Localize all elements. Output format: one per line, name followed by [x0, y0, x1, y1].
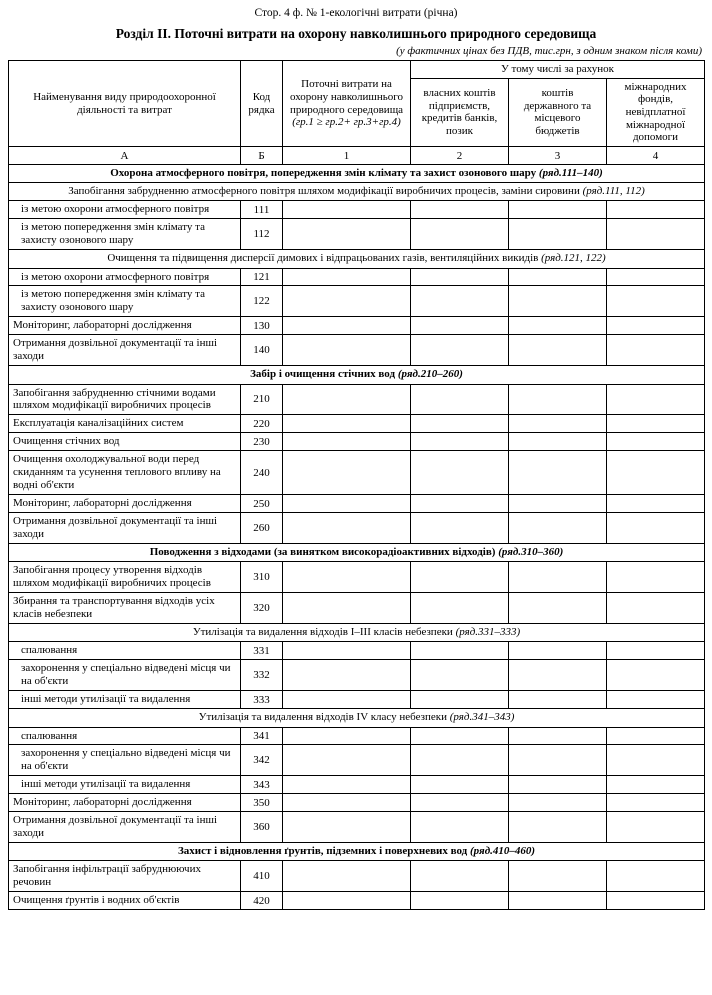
cell-intl[interactable]: [607, 562, 705, 593]
colnum-1: 1: [283, 147, 411, 165]
row-code: 220: [241, 415, 283, 433]
cell-intl[interactable]: [607, 286, 705, 317]
cell-budget[interactable]: [509, 513, 607, 544]
table-row: [9, 317, 705, 335]
label-text: Поводження з відходами (за винятком високорадіоактивних відходів): [149, 546, 496, 559]
cell-budget[interactable]: [509, 727, 607, 745]
cell-budget[interactable]: [509, 317, 607, 335]
row-range: (ряд.111, 112): [582, 185, 645, 198]
label-text: Утилізація та видалення відходів IV класу небезпеки: [198, 711, 447, 724]
cell-total[interactable]: [283, 776, 411, 794]
cell-own[interactable]: [411, 451, 509, 495]
table-row: [9, 727, 705, 745]
cell-total[interactable]: [283, 562, 411, 593]
cell-intl[interactable]: [607, 433, 705, 451]
cell-own[interactable]: [411, 219, 509, 250]
cell-total[interactable]: [283, 727, 411, 745]
row-label: Запобігання забрудненню стічними водами шляхом модифікації виробничих процесів: [9, 384, 241, 415]
cell-own[interactable]: [411, 861, 509, 892]
cell-own[interactable]: [411, 691, 509, 709]
colnum-b: Б: [241, 147, 283, 165]
cell-intl[interactable]: [607, 892, 705, 910]
cell-own[interactable]: [411, 317, 509, 335]
cell-intl[interactable]: [607, 268, 705, 286]
cell-total[interactable]: [283, 861, 411, 892]
table-row: [9, 286, 705, 317]
subsection-label: [9, 250, 705, 268]
page-header: Стор. 4 ф. № 1-екологічні витрати (річна): [254, 7, 458, 19]
section-label: [9, 544, 705, 562]
header-own: власних коштів підприємств, кредитів банків, позик: [411, 78, 509, 146]
header-code: Код рядка: [241, 61, 283, 147]
cell-intl[interactable]: [607, 219, 705, 250]
colnum-2: 2: [411, 147, 509, 165]
table-row: [9, 776, 705, 794]
cell-budget[interactable]: [509, 745, 607, 776]
row-label: Збирання та транспортування відходів усіх класів небезпеки: [9, 593, 241, 624]
row-label: інші методи утилізації та видалення: [9, 776, 241, 794]
cell-total[interactable]: [283, 660, 411, 691]
table-row: [9, 691, 705, 709]
row-label: із метою попередження змін клімату та захисту озонового шару: [9, 286, 241, 317]
row-code: 310: [241, 562, 283, 593]
header-total-formula: (гр.1 ≥ гр.2+ гр.3+гр.4): [292, 116, 401, 129]
cell-total[interactable]: [283, 642, 411, 660]
row-label: Очищення ґрунтів і водних об'єктів: [9, 892, 241, 910]
cell-budget[interactable]: [509, 776, 607, 794]
header-total-text: Поточні витрати на охорону навколишнього природного середовища: [289, 78, 404, 116]
subsection-label: [9, 624, 705, 642]
cell-total[interactable]: [283, 384, 411, 415]
cell-total[interactable]: [283, 812, 411, 843]
row-range: (ряд.331–333): [455, 626, 521, 639]
table-header-row: [9, 61, 705, 79]
header-intl: міжнародних фондів, невідплатної міжнародної допомоги: [607, 78, 705, 146]
row-range: (ряд.341–343): [449, 711, 515, 724]
cell-intl[interactable]: [607, 660, 705, 691]
row-label: Моніторинг, лабораторні дослідження: [9, 317, 241, 335]
table-row: [9, 892, 705, 910]
label-text: Забір і очищення стічних вод: [250, 368, 396, 381]
table-head: [9, 61, 705, 165]
table-row: [9, 219, 705, 250]
cell-intl[interactable]: [607, 794, 705, 812]
section-row: [9, 366, 705, 384]
cell-budget[interactable]: [509, 642, 607, 660]
cell-total[interactable]: [283, 335, 411, 366]
cell-intl[interactable]: [607, 691, 705, 709]
cell-total[interactable]: [283, 415, 411, 433]
section-row: [9, 544, 705, 562]
label-text: Запобігання забрудненню атмосферного повітря шляхом модифікації виробничих процесів, заміни сировини: [68, 185, 580, 198]
cell-budget[interactable]: [509, 794, 607, 812]
row-code: 112: [241, 219, 283, 250]
row-range: (ряд.410–460): [470, 845, 536, 858]
row-code: 333: [241, 691, 283, 709]
row-code: 210: [241, 384, 283, 415]
cell-intl[interactable]: [607, 415, 705, 433]
cell-intl[interactable]: [607, 727, 705, 745]
cell-intl[interactable]: [607, 861, 705, 892]
cell-own[interactable]: [411, 812, 509, 843]
cell-own[interactable]: [411, 415, 509, 433]
table-row: [9, 415, 705, 433]
row-code: 331: [241, 642, 283, 660]
expenses-table: [8, 60, 705, 910]
cell-intl[interactable]: [607, 642, 705, 660]
cell-own[interactable]: [411, 562, 509, 593]
cell-budget[interactable]: [509, 593, 607, 624]
table-body: [9, 165, 705, 910]
cell-total[interactable]: [283, 513, 411, 544]
cell-own[interactable]: [411, 593, 509, 624]
header-name: Найменування виду природоохоронної діяльності та витрат: [9, 61, 241, 147]
colnum-3: 3: [509, 147, 607, 165]
row-code: 350: [241, 794, 283, 812]
subsection-row: [9, 709, 705, 727]
cell-total[interactable]: [283, 495, 411, 513]
cell-budget[interactable]: [509, 268, 607, 286]
cell-intl[interactable]: [607, 776, 705, 794]
section-row: [9, 843, 705, 861]
row-code: 111: [241, 201, 283, 219]
row-code: 230: [241, 433, 283, 451]
row-code: 343: [241, 776, 283, 794]
cell-own[interactable]: [411, 286, 509, 317]
cell-budget[interactable]: [509, 415, 607, 433]
subsection-row: [9, 183, 705, 201]
row-label: із метою охорони атмосферного повітря: [9, 268, 241, 286]
cell-intl[interactable]: [607, 812, 705, 843]
cell-total[interactable]: [283, 451, 411, 495]
cell-own[interactable]: [411, 642, 509, 660]
label-text: Утилізація та видалення відходів I–III класів небезпеки: [192, 626, 453, 639]
row-label: Очищення охолоджувальної води перед скиданням та усунення теплового впливу на водні об'єкти: [9, 451, 241, 495]
cell-total[interactable]: [283, 433, 411, 451]
cell-total[interactable]: [283, 268, 411, 286]
row-range: (ряд.121, 122): [541, 252, 606, 265]
cell-intl[interactable]: [607, 495, 705, 513]
row-code: 320: [241, 593, 283, 624]
row-code: 122: [241, 286, 283, 317]
cell-budget[interactable]: [509, 335, 607, 366]
row-label: Отримання дозвільної документації та інші заходи: [9, 513, 241, 544]
cell-own[interactable]: [411, 201, 509, 219]
table-row: [9, 745, 705, 776]
table-row: [9, 335, 705, 366]
cell-own[interactable]: [411, 892, 509, 910]
colnum-4: 4: [607, 147, 705, 165]
table-row: [9, 384, 705, 415]
row-range: (ряд.310–360): [498, 546, 564, 559]
table-row: [9, 593, 705, 624]
row-label: захоронення у спеціально відведені місця чи на об'єкти: [9, 745, 241, 776]
cell-own[interactable]: [411, 433, 509, 451]
row-label: інші методи утилізації та видалення: [9, 691, 241, 709]
cell-own[interactable]: [411, 384, 509, 415]
row-label: Отримання дозвільної документації та інші заходи: [9, 335, 241, 366]
cell-intl[interactable]: [607, 593, 705, 624]
table-row: [9, 642, 705, 660]
row-code: 342: [241, 745, 283, 776]
subsection-row: [9, 624, 705, 642]
cell-total[interactable]: [283, 286, 411, 317]
cell-intl[interactable]: [607, 384, 705, 415]
table-row: [9, 660, 705, 691]
table-row: [9, 433, 705, 451]
cell-budget[interactable]: [509, 562, 607, 593]
row-label: Моніторинг, лабораторні дослідження: [9, 495, 241, 513]
cell-intl[interactable]: [607, 745, 705, 776]
cell-total[interactable]: [283, 794, 411, 812]
cell-total[interactable]: [283, 201, 411, 219]
subsection-row: [9, 250, 705, 268]
cell-own[interactable]: [411, 745, 509, 776]
row-label: Запобігання інфільтрації забруднюючих речовин: [9, 861, 241, 892]
cell-own[interactable]: [411, 776, 509, 794]
cell-own[interactable]: [411, 727, 509, 745]
cell-budget[interactable]: [509, 286, 607, 317]
row-code: 360: [241, 812, 283, 843]
row-range: (ряд.210–260): [397, 368, 463, 381]
row-label: Експлуатація каналізаційних систем: [9, 415, 241, 433]
row-label: із метою попередження змін клімату та захисту озонового шару: [9, 219, 241, 250]
cell-budget[interactable]: [509, 495, 607, 513]
cell-own[interactable]: [411, 268, 509, 286]
row-label: Моніторинг, лабораторні дослідження: [9, 794, 241, 812]
row-label: спалювання: [9, 727, 241, 745]
row-label: Запобігання процесу утворення відходів шляхом модифікації виробничих процесів: [9, 562, 241, 593]
cell-total[interactable]: [283, 317, 411, 335]
row-code: 341: [241, 727, 283, 745]
cell-own[interactable]: [411, 495, 509, 513]
table-row: [9, 495, 705, 513]
cell-budget[interactable]: [509, 384, 607, 415]
row-label: із метою охорони атмосферного повітря: [9, 201, 241, 219]
cell-budget[interactable]: [509, 433, 607, 451]
cell-intl[interactable]: [607, 335, 705, 366]
colnum-a: А: [9, 147, 241, 165]
table-row: [9, 201, 705, 219]
table-row: [9, 513, 705, 544]
row-label: захоронення у спеціально відведені місця чи на об'єкти: [9, 660, 241, 691]
subsection-label: [9, 709, 705, 727]
cell-total[interactable]: [283, 219, 411, 250]
cell-own[interactable]: [411, 660, 509, 691]
cell-total[interactable]: [283, 892, 411, 910]
cell-own[interactable]: [411, 513, 509, 544]
label-text: Охорона атмосферного повітря, попередження змін клімату та захист озонового шару: [110, 167, 537, 180]
row-range: (ряд.111–140): [538, 167, 603, 180]
section-label: [9, 366, 705, 384]
cell-budget[interactable]: [509, 892, 607, 910]
header-budget: коштів державного та місцевого бюджетів: [509, 78, 607, 146]
row-code: 240: [241, 451, 283, 495]
row-label: спалювання: [9, 642, 241, 660]
table-row: [9, 451, 705, 495]
cell-intl[interactable]: [607, 317, 705, 335]
header-group: У тому числі за рахунок: [411, 61, 705, 79]
section-label: [9, 165, 705, 183]
row-code: 250: [241, 495, 283, 513]
column-number-row: [9, 147, 705, 165]
cell-budget[interactable]: [509, 451, 607, 495]
cell-total[interactable]: [283, 745, 411, 776]
row-code: 260: [241, 513, 283, 544]
cell-own[interactable]: [411, 335, 509, 366]
row-code: 420: [241, 892, 283, 910]
row-label: Отримання дозвільної документації та інші заходи: [9, 812, 241, 843]
cell-intl[interactable]: [607, 451, 705, 495]
cell-intl[interactable]: [607, 201, 705, 219]
table-row: [9, 794, 705, 812]
subsection-label: [9, 183, 705, 201]
label-text: Захист і відновлення ґрунтів, підземних і поверхневих вод: [177, 845, 468, 858]
table-row: [9, 812, 705, 843]
units-note: (у фактичних цінах без ПДВ, тис.грн, з одним знаком після коми): [396, 45, 702, 58]
row-code: 121: [241, 268, 283, 286]
section-row: [9, 165, 705, 183]
row-code: 130: [241, 317, 283, 335]
header-total: [283, 61, 411, 147]
cell-total[interactable]: [283, 593, 411, 624]
cell-own[interactable]: [411, 794, 509, 812]
cell-budget[interactable]: [509, 660, 607, 691]
cell-total[interactable]: [283, 691, 411, 709]
label-text: Очищення та підвищення дисперсії димових і відпрацьованих газів, вентиляційних викидів: [107, 252, 539, 265]
row-label: Очищення стічних вод: [9, 433, 241, 451]
cell-budget[interactable]: [509, 812, 607, 843]
row-code: 140: [241, 335, 283, 366]
cell-budget[interactable]: [509, 691, 607, 709]
row-code: 410: [241, 861, 283, 892]
cell-budget[interactable]: [509, 201, 607, 219]
section-label: [9, 843, 705, 861]
table-row: [9, 268, 705, 286]
page-title: Розділ II. Поточні витрати на охорону навколишнього природного середовища: [115, 26, 597, 41]
cell-intl[interactable]: [607, 513, 705, 544]
cell-budget[interactable]: [509, 219, 607, 250]
cell-budget[interactable]: [509, 861, 607, 892]
table-row: [9, 562, 705, 593]
table-row: [9, 861, 705, 892]
row-code: 332: [241, 660, 283, 691]
